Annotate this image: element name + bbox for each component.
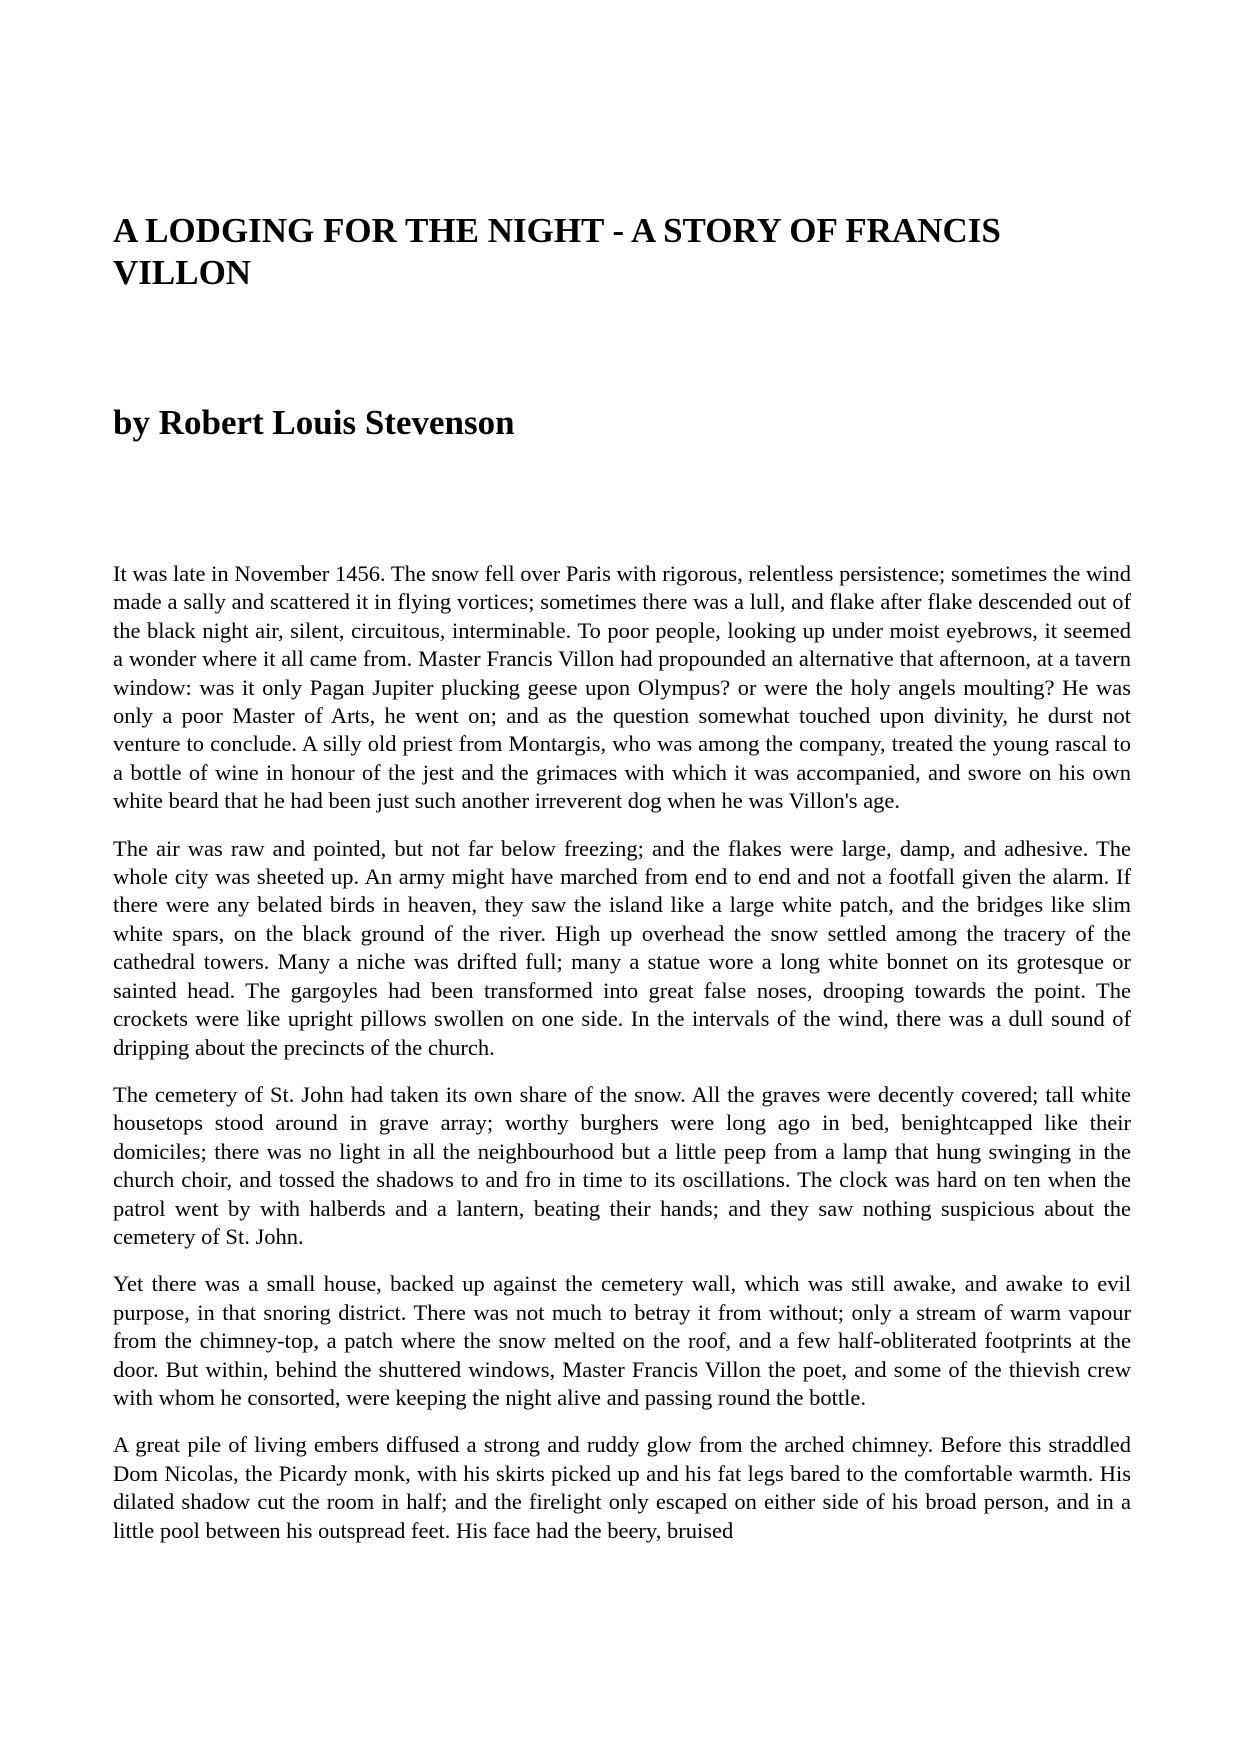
paragraph: Yet there was a small house, backed up against the cemetery wall, which was still awake, and awake to evil purpose, in that snoring district. There was not much to betray it from without; only a stream of warm vapour from the chimney-top, a patch where the snow melted on the roof, and a few half-obliterated footprints at the door. But within, behind the shuttered windows, Master Francis Villon the poet, and some of the thievish crew with whom he consorted, were keeping the night alive and passing round the bottle.: [113, 1271, 1131, 1410]
story-title: A LODGING FOR THE NIGHT - A STORY OF FRANCIS VILLON: [113, 211, 1001, 292]
paragraph: The cemetery of St. John had taken its own share of the snow. All the graves were decently covered; tall white housetops stood around in grave array; worthy burghers were long ago in bed, benightcapped like their domiciles; there was no light in all the neighbourhood but a little peep from a lamp that hung swinging in the church choir, and tossed the shadows to and fro in time to its oscillations. The clock was hard on ten when the patrol went by with halberds and a lantern, beating their hands; and they saw nothing suspicious about the cemetery of St. John.: [113, 1081, 1131, 1249]
paragraph: A great pile of living embers diffused a strong and ruddy glow from the arched chimney. Before this straddled Dom Nicolas, the Picardy monk, with his skirts picked up and his fat legs bared to the comfortable warmth. His dilated shadow cut the room in half; and the firelight only escaped on either side of his broad person, and in a little pool between his outspread feet. His face had the beery, bruised: [113, 1432, 1131, 1543]
paragraph: It was late in November 1456. The snow fell over Paris with rigorous, relentless persistence; sometimes the wind made a sally and scattered it in flying vortices; sometimes there was a lull, and flake after flake descended out of the black night air, silent, circuitous, interminable. To poor people, looking up under moist eyebrows, it seemed a wonder where it all came from. Master Francis Villon had propounded an alternative that afternoon, at a tavern window: was it only Pagan Jupiter plucking geese upon Olympus? or were the holy angels moulting? He was only a poor Master of Arts, he went on; and as the question somewhat touched upon divinity, he durst not venture to conclude. A silly old priest from Montargis, who was among the company, treated the young rascal to a bottle of wine in honour of the jest and the grimaces with which it was accompanied, and swore on his own white beard that he had been just such another irreverent dog when he was Villon's age.: [113, 561, 1131, 814]
author-byline: by Robert Louis Stevenson: [113, 403, 515, 442]
story-body: [113, 560, 1131, 1564]
paragraph: The air was raw and pointed, but not far below freezing; and the flakes were large, damp, and adhesive. The whole city was sheeted up. An army might have marched from end to end and not a footfall given the alarm. If there were any belated birds in heaven, they saw the island like a large white patch, and the bridges like slim white spars, on the black ground of the river. High up overhead the snow settled among the tracery of the cathedral towers. Many a niche was drifted full; many a statue wore a long white bonnet on its grotesque or sainted head. The gargoyles had been transformed into great false noses, drooping towards the point. The crockets were like upright pillows swollen on one side. In the intervals of the wind, there was a dull sound of dripping about the precincts of the church.: [113, 835, 1131, 1060]
